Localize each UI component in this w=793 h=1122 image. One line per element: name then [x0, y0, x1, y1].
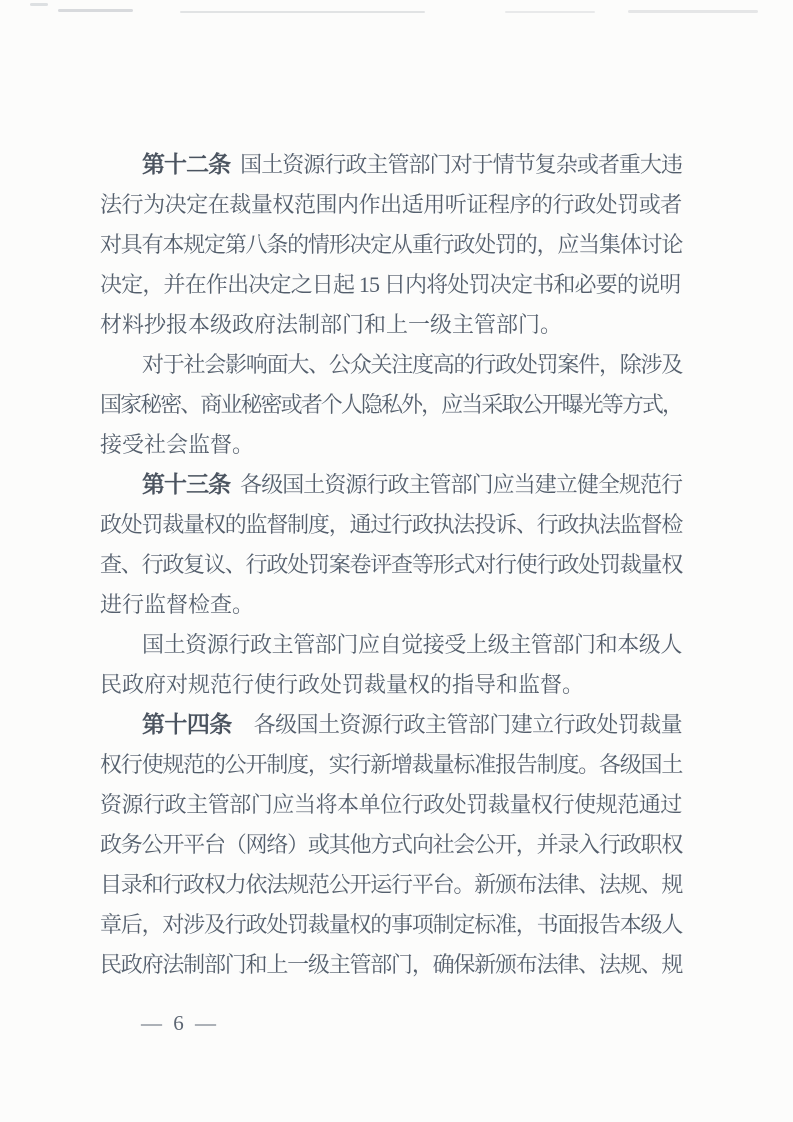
line-text: 政处罚裁量权的监督制度，通过行政执法投诉、行政执法监督检	[100, 512, 683, 537]
document-line	[100, 825, 682, 865]
scan-artifact	[30, 3, 48, 6]
document-line	[100, 865, 682, 905]
document-line	[100, 185, 682, 225]
document-line	[100, 425, 682, 465]
line-inner	[100, 392, 682, 417]
line-text: 材料抄报本级政府法制部门和上一级主管部门。	[100, 312, 563, 337]
line-inner	[100, 752, 682, 777]
line-inner	[142, 712, 682, 737]
document-line	[100, 945, 682, 985]
line-text: 对具有本规定第八条的情形决定从重行政处罚的，应当集体讨论	[100, 232, 683, 257]
document-line	[100, 265, 682, 305]
line-inner	[100, 952, 682, 977]
line-text: 权行使规范的公开制度，实行新增裁量标准报告制度。各级国土	[100, 752, 683, 777]
line-text: 民政府法制部门和上一级主管部门，确保新颁布法律、法规、规	[100, 952, 683, 977]
article-number-heading: 第十四条	[142, 712, 232, 737]
line-text: 各级国土资源行政主管部门应当建立健全规范行	[240, 472, 683, 497]
document-line	[100, 465, 682, 505]
line-text: 国土资源行政主管部门对于情节复杂或者重大违	[240, 152, 683, 177]
document-line	[100, 385, 682, 425]
document-line	[100, 505, 682, 545]
line-inner	[142, 352, 682, 377]
article-number-heading: 第十二条	[142, 152, 231, 177]
line-inner	[100, 672, 584, 697]
document-line	[100, 745, 682, 785]
line-text: 民政府对规范行使行政处罚裁量权的指导和监督。	[100, 672, 585, 697]
scan-artifact	[180, 11, 425, 13]
page-number: — 6 —	[141, 1011, 219, 1035]
line-text: 进行监督检查。	[100, 592, 255, 617]
document-line	[100, 785, 682, 825]
scan-artifact	[505, 11, 595, 13]
line-inner	[142, 152, 682, 177]
line-inner	[100, 512, 682, 537]
line-inner	[142, 472, 682, 497]
document-line	[100, 905, 682, 945]
line-inner	[100, 792, 682, 817]
document-line	[100, 625, 682, 665]
line-text: 对于社会影响面大、公众关注度高的行政处罚案件，除涉及	[142, 352, 683, 377]
document-line	[100, 225, 682, 265]
document-body	[100, 145, 682, 985]
line-inner	[100, 432, 254, 457]
document-line	[100, 665, 682, 705]
line-inner	[100, 232, 682, 257]
line-inner	[100, 552, 682, 577]
document-line	[100, 545, 682, 585]
line-text: 国家秘密、商业秘密或者个人隐私外，应当采取公开曝光等方式，	[100, 392, 683, 417]
line-text: 接受社会监督。	[100, 432, 255, 457]
line-inner	[100, 832, 682, 857]
line-text: 目录和行政权力依法规范公开运行平台。新颁布法律、法规、规	[100, 872, 683, 897]
line-inner	[100, 312, 562, 337]
line-inner	[142, 632, 682, 657]
line-inner	[100, 592, 254, 617]
document-line	[100, 145, 682, 185]
document-line	[100, 585, 682, 625]
line-text: 资源行政主管部门应当将本单位行政处罚裁量权行使规范通过	[100, 792, 682, 817]
line-inner	[100, 912, 682, 937]
line-text: 决定，并在作出决定之日起 15 日内将处罚决定书和必要的说明	[100, 272, 681, 297]
article-number-heading: 第十三条	[142, 472, 231, 497]
line-text: 各级国土资源行政主管部门建立行政处罚裁量	[253, 712, 683, 737]
line-text: 国土资源行政主管部门应自觉接受上级主管部门和本级人	[142, 632, 683, 657]
scan-artifact	[628, 10, 758, 13]
line-inner	[100, 272, 680, 297]
line-text: 章后，对涉及行政处罚裁量权的事项制定标准，书面报告本级人	[100, 912, 683, 937]
line-inner	[100, 872, 682, 897]
line-text: 查、行政复议、行政处罚案卷评查等形式对行使行政处罚裁量权	[100, 552, 683, 577]
document-line	[100, 705, 682, 745]
line-text: 政务公开平台（网络）或其他方式向社会公开，并录入行政职权	[100, 832, 683, 857]
line-text: 法行为决定在裁量权范围内作出适用听证程序的行政处罚或者	[100, 192, 682, 217]
document-line	[100, 345, 682, 385]
scan-artifact	[58, 9, 133, 12]
line-inner	[100, 192, 682, 217]
document-line	[100, 305, 682, 345]
